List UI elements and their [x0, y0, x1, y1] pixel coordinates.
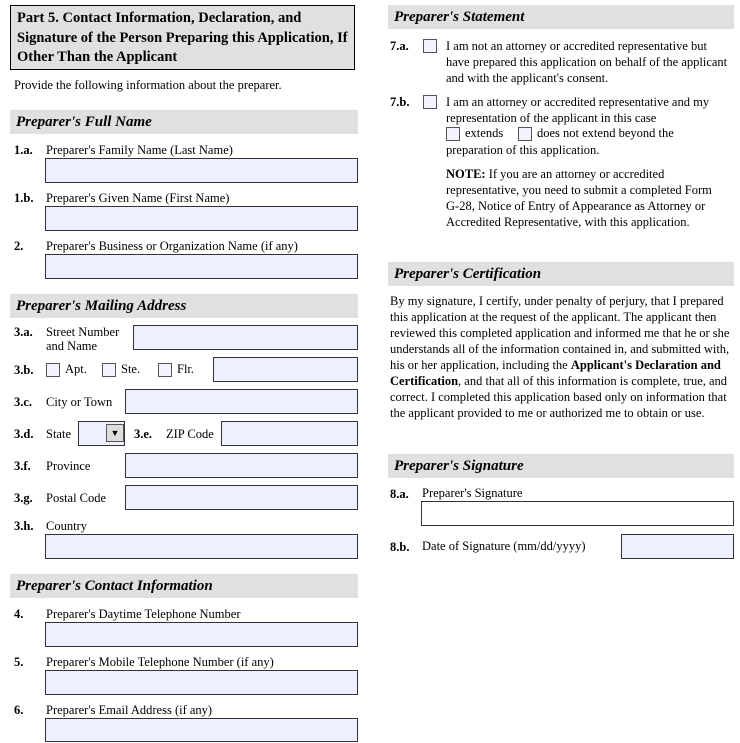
- item-number: 2.: [14, 239, 24, 253]
- street-label-line: Street Number: [46, 325, 120, 339]
- certification-text-part: By my signature, I certify, under penalty of perjury, that I prepared this application at the request of the applicant. The applicant then reviewed this completed application and informed me that he or she understands all of the information contained in, and submitted with, his or her application, including the: [390, 294, 730, 372]
- item-number: 3.a.: [14, 325, 33, 339]
- postal-code-field[interactable]: [125, 485, 358, 510]
- full-name-heading: Preparer's Full Name: [10, 110, 358, 134]
- attorney-checkbox[interactable]: [423, 95, 437, 109]
- unit-number-field[interactable]: [213, 357, 358, 382]
- item-number: 3.d.: [14, 427, 34, 441]
- note-text: [446, 166, 716, 230]
- given-name-label: Preparer's Given Name (First Name): [46, 191, 230, 205]
- certification-bold-text: Applicant's Declaration and Certification: [390, 358, 721, 388]
- extends-checkbox[interactable]: [446, 127, 460, 141]
- province-label: Province: [46, 459, 91, 473]
- item-number: 6.: [14, 703, 24, 717]
- mobile-phone-label: Preparer's Mobile Telephone Number (if any): [46, 655, 274, 669]
- item-number: 8.a.: [390, 487, 409, 501]
- business-name-field[interactable]: [45, 254, 358, 279]
- attorney-text: I am an attorney or accredited representative and my representation of the applicant in this case: [446, 95, 710, 125]
- flr-checkbox[interactable]: [158, 363, 172, 377]
- item-number: 4.: [14, 607, 24, 621]
- street-field[interactable]: [133, 325, 358, 350]
- item-number: 3.e.: [134, 427, 153, 441]
- attorney-text-end: preparation of this application.: [446, 143, 600, 157]
- item-number: 8.b.: [390, 540, 410, 554]
- signature-heading: Preparer's Signature: [388, 454, 734, 478]
- family-name-field[interactable]: [45, 158, 358, 183]
- part-title: Part 5. Contact Information, Declaration, and Signature of the Person Preparing this Application, If Other Than the Applicant: [10, 5, 355, 70]
- city-label: City or Town: [46, 395, 113, 409]
- apt-checkbox[interactable]: [46, 363, 60, 377]
- business-name-label: Preparer's Business or Organization Name (if any): [46, 239, 298, 253]
- mailing-address-heading: Preparer's Mailing Address: [10, 294, 358, 318]
- city-field[interactable]: [125, 389, 358, 414]
- extends-label: extends: [465, 126, 504, 140]
- daytime-phone-field[interactable]: [45, 622, 358, 647]
- certification-text: [390, 293, 734, 421]
- contact-info-heading: Preparer's Contact Information: [10, 574, 358, 598]
- item-number: 3.f.: [14, 459, 31, 473]
- intro-text: Provide the following information about the preparer.: [14, 78, 282, 92]
- item-number: 3.g.: [14, 491, 33, 505]
- daytime-phone-label: Preparer's Daytime Telephone Number: [46, 607, 241, 621]
- signature-field[interactable]: [421, 501, 734, 526]
- country-field[interactable]: [45, 534, 358, 559]
- not-attorney-checkbox[interactable]: [423, 39, 437, 53]
- state-label: State: [46, 427, 71, 441]
- note-label: NOTE:: [446, 167, 486, 181]
- given-name-field[interactable]: [45, 206, 358, 231]
- ste-label: Ste.: [121, 362, 141, 376]
- note-body: If you are an attorney or accredited representative, you need to submit a completed Form G-28, Notice of Entry of Appearance as Attorney or Accredited Representative, with this application.: [446, 167, 712, 229]
- family-name-label: Preparer's Family Name (Last Name): [46, 143, 233, 157]
- apt-label: Apt.: [65, 362, 87, 376]
- certification-heading: Preparer's Certification: [388, 262, 734, 286]
- street-label-line: and Name: [46, 339, 98, 353]
- item-number: 3.b.: [14, 363, 34, 377]
- statement-heading: Preparer's Statement: [388, 5, 734, 29]
- certification-text-part: , and that all of this information is complete, true, and correct. I completed this application based only on information that the applicant provided to me or authorized me to obtain or use.: [390, 374, 728, 420]
- does-not-extend-checkbox[interactable]: [518, 127, 532, 141]
- item-number: 5.: [14, 655, 24, 669]
- email-label: Preparer's Email Address (if any): [46, 703, 213, 717]
- item-number: 1.b.: [14, 191, 34, 205]
- email-field[interactable]: [45, 718, 358, 742]
- zip-label: ZIP Code: [166, 427, 214, 441]
- item-number: 7.b.: [390, 95, 410, 109]
- item-number: 3.h.: [14, 519, 34, 533]
- signature-label: Preparer's Signature: [422, 486, 523, 500]
- ste-checkbox[interactable]: [102, 363, 116, 377]
- postal-code-label: Postal Code: [46, 491, 107, 505]
- item-number: 3.c.: [14, 395, 33, 409]
- province-field[interactable]: [125, 453, 358, 478]
- item-number: 7.a.: [390, 39, 409, 53]
- mobile-phone-field[interactable]: [45, 670, 358, 695]
- country-label: Country: [46, 519, 87, 533]
- not-attorney-text: I am not an attorney or accredited representative but have prepared this application on behalf of the applicant and with the applicant's consent.: [446, 39, 728, 85]
- signature-date-field[interactable]: [621, 534, 734, 559]
- signature-date-label: Date of Signature (mm/dd/yyyy): [422, 539, 586, 553]
- zip-field[interactable]: [221, 421, 358, 446]
- item-number: 1.a.: [14, 143, 33, 157]
- chevron-down-icon[interactable]: ▼: [106, 424, 124, 442]
- does-not-extend-label: does not extend beyond the: [537, 126, 674, 140]
- street-label: [46, 325, 119, 353]
- flr-label: Flr.: [177, 362, 195, 376]
